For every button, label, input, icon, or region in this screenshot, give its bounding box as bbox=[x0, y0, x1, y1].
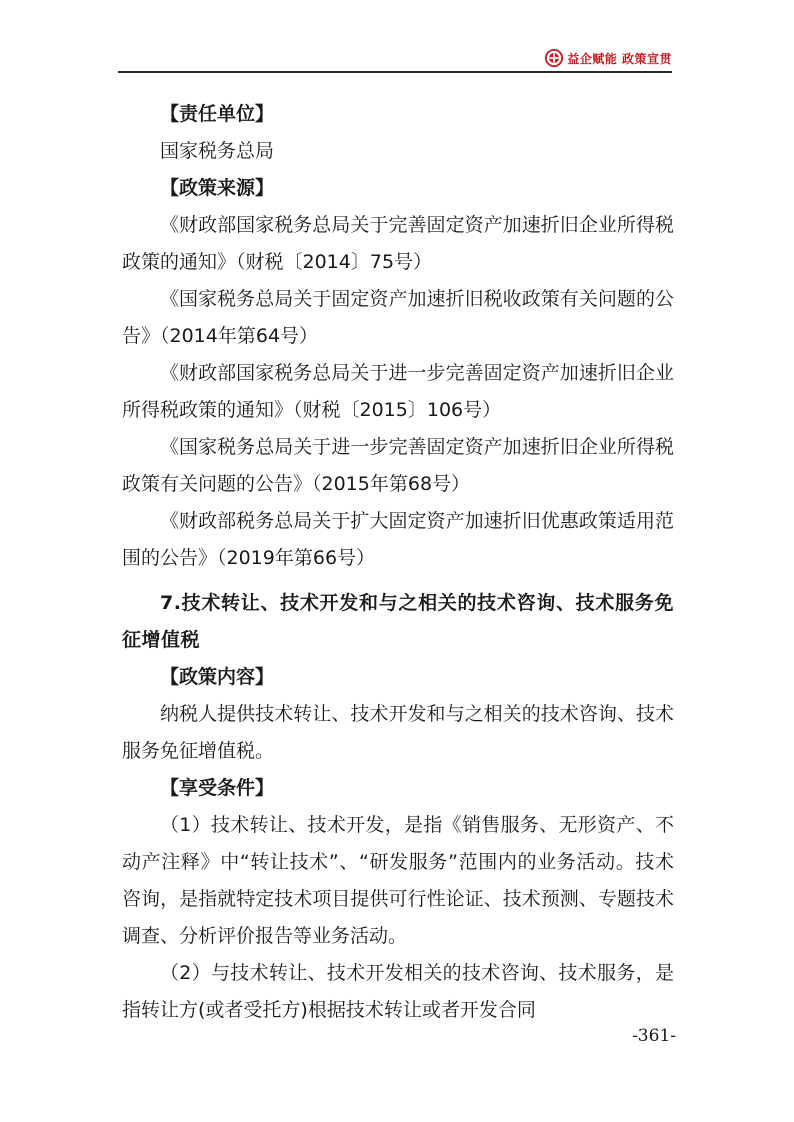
policy-source-item: 《财政部税务总局关于扩大固定资产加速折旧优惠政策适用范围的公告》（2019年第66号） bbox=[122, 510, 674, 569]
header-brand bbox=[545, 49, 672, 67]
condition-item: （1）技术转让、技术开发，是指《销售服务、无形资产、不动产注释》中“转让技术”、“研发服务”范围内的业务活动。技术咨询，是指就特定技术项目提供可行性论证、技术预测、专题技术调查、分析评价报告等业务活动。 bbox=[122, 814, 674, 947]
page-number: -361- bbox=[632, 1026, 676, 1046]
policy-content-heading: 【政策内容】 bbox=[160, 666, 275, 688]
company-logo-icon bbox=[545, 49, 563, 67]
item7-title: 7.技术转让、技术开发和与之相关的技术咨询、技术服务免征增值税 bbox=[122, 592, 674, 651]
responsible-unit-heading: 【责任单位】 bbox=[160, 103, 275, 125]
header-divider bbox=[118, 71, 672, 73]
responsible-unit: 国家税务总局 bbox=[160, 140, 275, 162]
conditions-heading: 【享受条件】 bbox=[160, 777, 275, 799]
policy-source-item: 《国家税务总局关于固定资产加速折旧税收政策有关问题的公告》（2014年第64号） bbox=[122, 288, 674, 347]
policy-source-heading: 【政策来源】 bbox=[160, 177, 275, 199]
brand-text: 益企赋能 政策宣贯 bbox=[567, 51, 672, 66]
policy-content: 纳税人提供技术转让、技术开发和与之相关的技术咨询、技术服务免征增值税。 bbox=[122, 703, 674, 762]
document-body bbox=[122, 96, 674, 1029]
condition-item: （2）与技术转让、技术开发相关的技术咨询、技术服务，是指转让方(或者受托方)根据技术转让或者开发合同 bbox=[122, 962, 674, 1021]
policy-source-item: 《财政部国家税务总局关于进一步完善固定资产加速折旧企业所得税政策的通知》（财税〔2015〕106号） bbox=[122, 362, 674, 421]
policy-source-item: 《财政部国家税务总局关于完善固定资产加速折旧企业所得税政策的通知》（财税〔2014〕75号） bbox=[122, 214, 674, 273]
policy-source-item: 《国家税务总局关于进一步完善固定资产加速折旧企业所得税政策有关问题的公告》（2015年第68号） bbox=[122, 436, 674, 495]
